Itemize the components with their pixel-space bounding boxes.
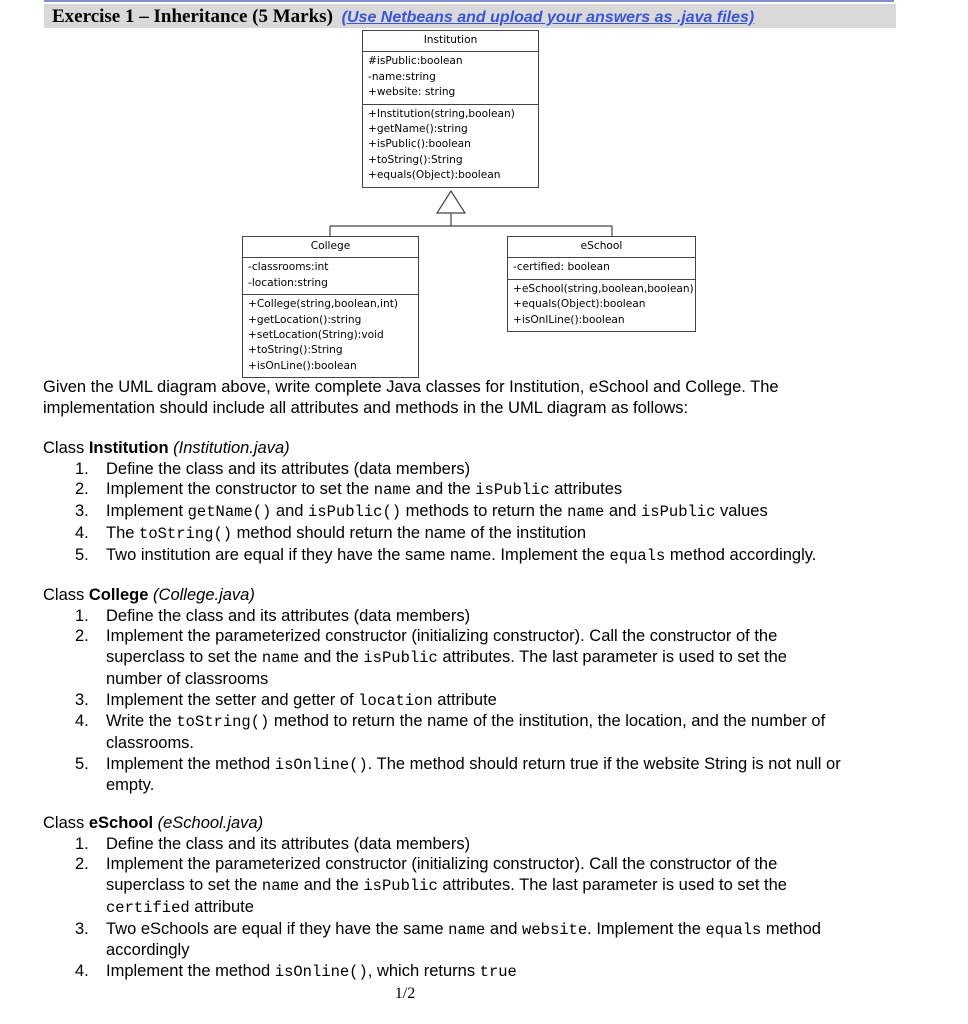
list-item: 4. Implement the method isOnline(), which returns true xyxy=(75,961,517,981)
uml-college-box xyxy=(242,236,419,378)
uml-class-name: eSchool xyxy=(508,237,695,258)
section-heading: Class College (College.java) xyxy=(43,586,255,604)
uml-attributes xyxy=(243,258,418,295)
list-item: 3. Implement the setter and getter of location attribute xyxy=(75,690,497,710)
uml-method: +Institution(string,boolean) xyxy=(368,107,515,120)
requirements-list xyxy=(43,606,923,796)
list-item: 5. Two institution are equal if they have the same name. Implement the equals method accordingly. xyxy=(75,545,817,565)
uml-method: +equals(Object):boolean xyxy=(513,298,646,311)
list-item: 1. Define the class and its attributes (data members) xyxy=(75,459,471,478)
intro-line: implementation should include all attributes and methods in the UML diagram as follows: xyxy=(43,398,689,417)
page-number: 1/2 xyxy=(394,985,416,1002)
list-item: 2. Implement the parameterized constructor (initializing constructor). Call the constructor of the superclass to set the name and the isPublic attributes. The last parameter is used to set the number of classrooms xyxy=(75,627,787,688)
uml-method: +isOnlLine():boolean xyxy=(513,313,625,326)
section-college xyxy=(43,585,923,796)
intro-paragraph xyxy=(43,377,923,418)
intro-line: Given the UML diagram above, write complete Java classes for Institution, eSchool and College. The xyxy=(43,378,779,396)
section-institution xyxy=(43,438,923,566)
uml-methods xyxy=(363,105,538,187)
uml-attribute: -certified: boolean xyxy=(513,261,610,274)
uml-method: +getLocation():string xyxy=(248,313,362,326)
inheritance-triangle xyxy=(437,191,465,213)
uml-methods xyxy=(243,295,418,377)
section-heading: Class eSchool (eSchool.java) xyxy=(43,814,264,832)
uml-method: +setLocation(String):void xyxy=(248,329,384,342)
list-item: 1. Define the class and its attributes (data members) xyxy=(75,834,471,853)
uml-method: +equals(Object):boolean xyxy=(368,169,501,182)
list-item: 4. Write the toString() method to return the name of the institution, the location, and the number of classrooms. xyxy=(75,712,826,752)
upload-instruction-link[interactable]: (Use Netbeans and upload your answers as .java files) xyxy=(341,9,755,26)
uml-method: +toString():String xyxy=(368,153,463,166)
list-item: 5. Implement the method isOnline(). The method should return true if the website String is not null or empty. xyxy=(75,754,841,795)
section-eschool xyxy=(43,813,923,983)
uml-class-name: Institution xyxy=(363,31,538,52)
uml-method: +toString():String xyxy=(248,344,343,357)
uml-eschool-box xyxy=(507,236,696,332)
list-item: 2. Implement the constructor to set the name and the isPublic attributes xyxy=(75,480,623,500)
uml-attributes xyxy=(363,52,538,104)
uml-method: +isPublic():boolean xyxy=(368,138,471,151)
uml-attribute: +website: string xyxy=(368,86,456,99)
list-item: 1. Define the class and its attributes (data members) xyxy=(75,606,471,625)
uml-attribute: -location:string xyxy=(248,276,328,289)
uml-attributes xyxy=(508,258,695,279)
list-item: 3. Two eSchools are equal if they have the same name and website. Implement the equals method accordingly xyxy=(75,919,821,960)
uml-attribute: #isPublic:boolean xyxy=(368,55,463,68)
uml-class-name: College xyxy=(243,237,418,258)
uml-method: +getName():string xyxy=(368,123,468,136)
requirements-list xyxy=(43,459,923,567)
requirements-list xyxy=(43,834,923,983)
uml-attribute: -name:string xyxy=(368,70,436,83)
uml-institution-box xyxy=(362,30,539,188)
list-item: 4. The toString() method should return the name of the institution xyxy=(75,523,587,543)
list-item: 2. Implement the parameterized constructor (initializing constructor). Call the constructor of the superclass to set the name and the isPublic attributes. The last parameter is used to set the certified attribute xyxy=(75,855,787,917)
uml-attribute: -classrooms:int xyxy=(248,261,329,274)
uml-method: +eSchool(string,boolean,boolean) xyxy=(513,282,694,295)
uml-method: +College(string,boolean,int) xyxy=(248,298,398,311)
list-item: 3. Implement getName() and isPublic() methods to return the name and isPublic values xyxy=(75,502,768,522)
section-heading: Class Institution (Institution.java) xyxy=(43,439,290,457)
exercise-title-text: Exercise 1 – Inheritance (5 Marks) xyxy=(52,6,333,27)
uml-methods xyxy=(508,280,695,331)
uml-method: +isOnLine():boolean xyxy=(248,359,357,372)
